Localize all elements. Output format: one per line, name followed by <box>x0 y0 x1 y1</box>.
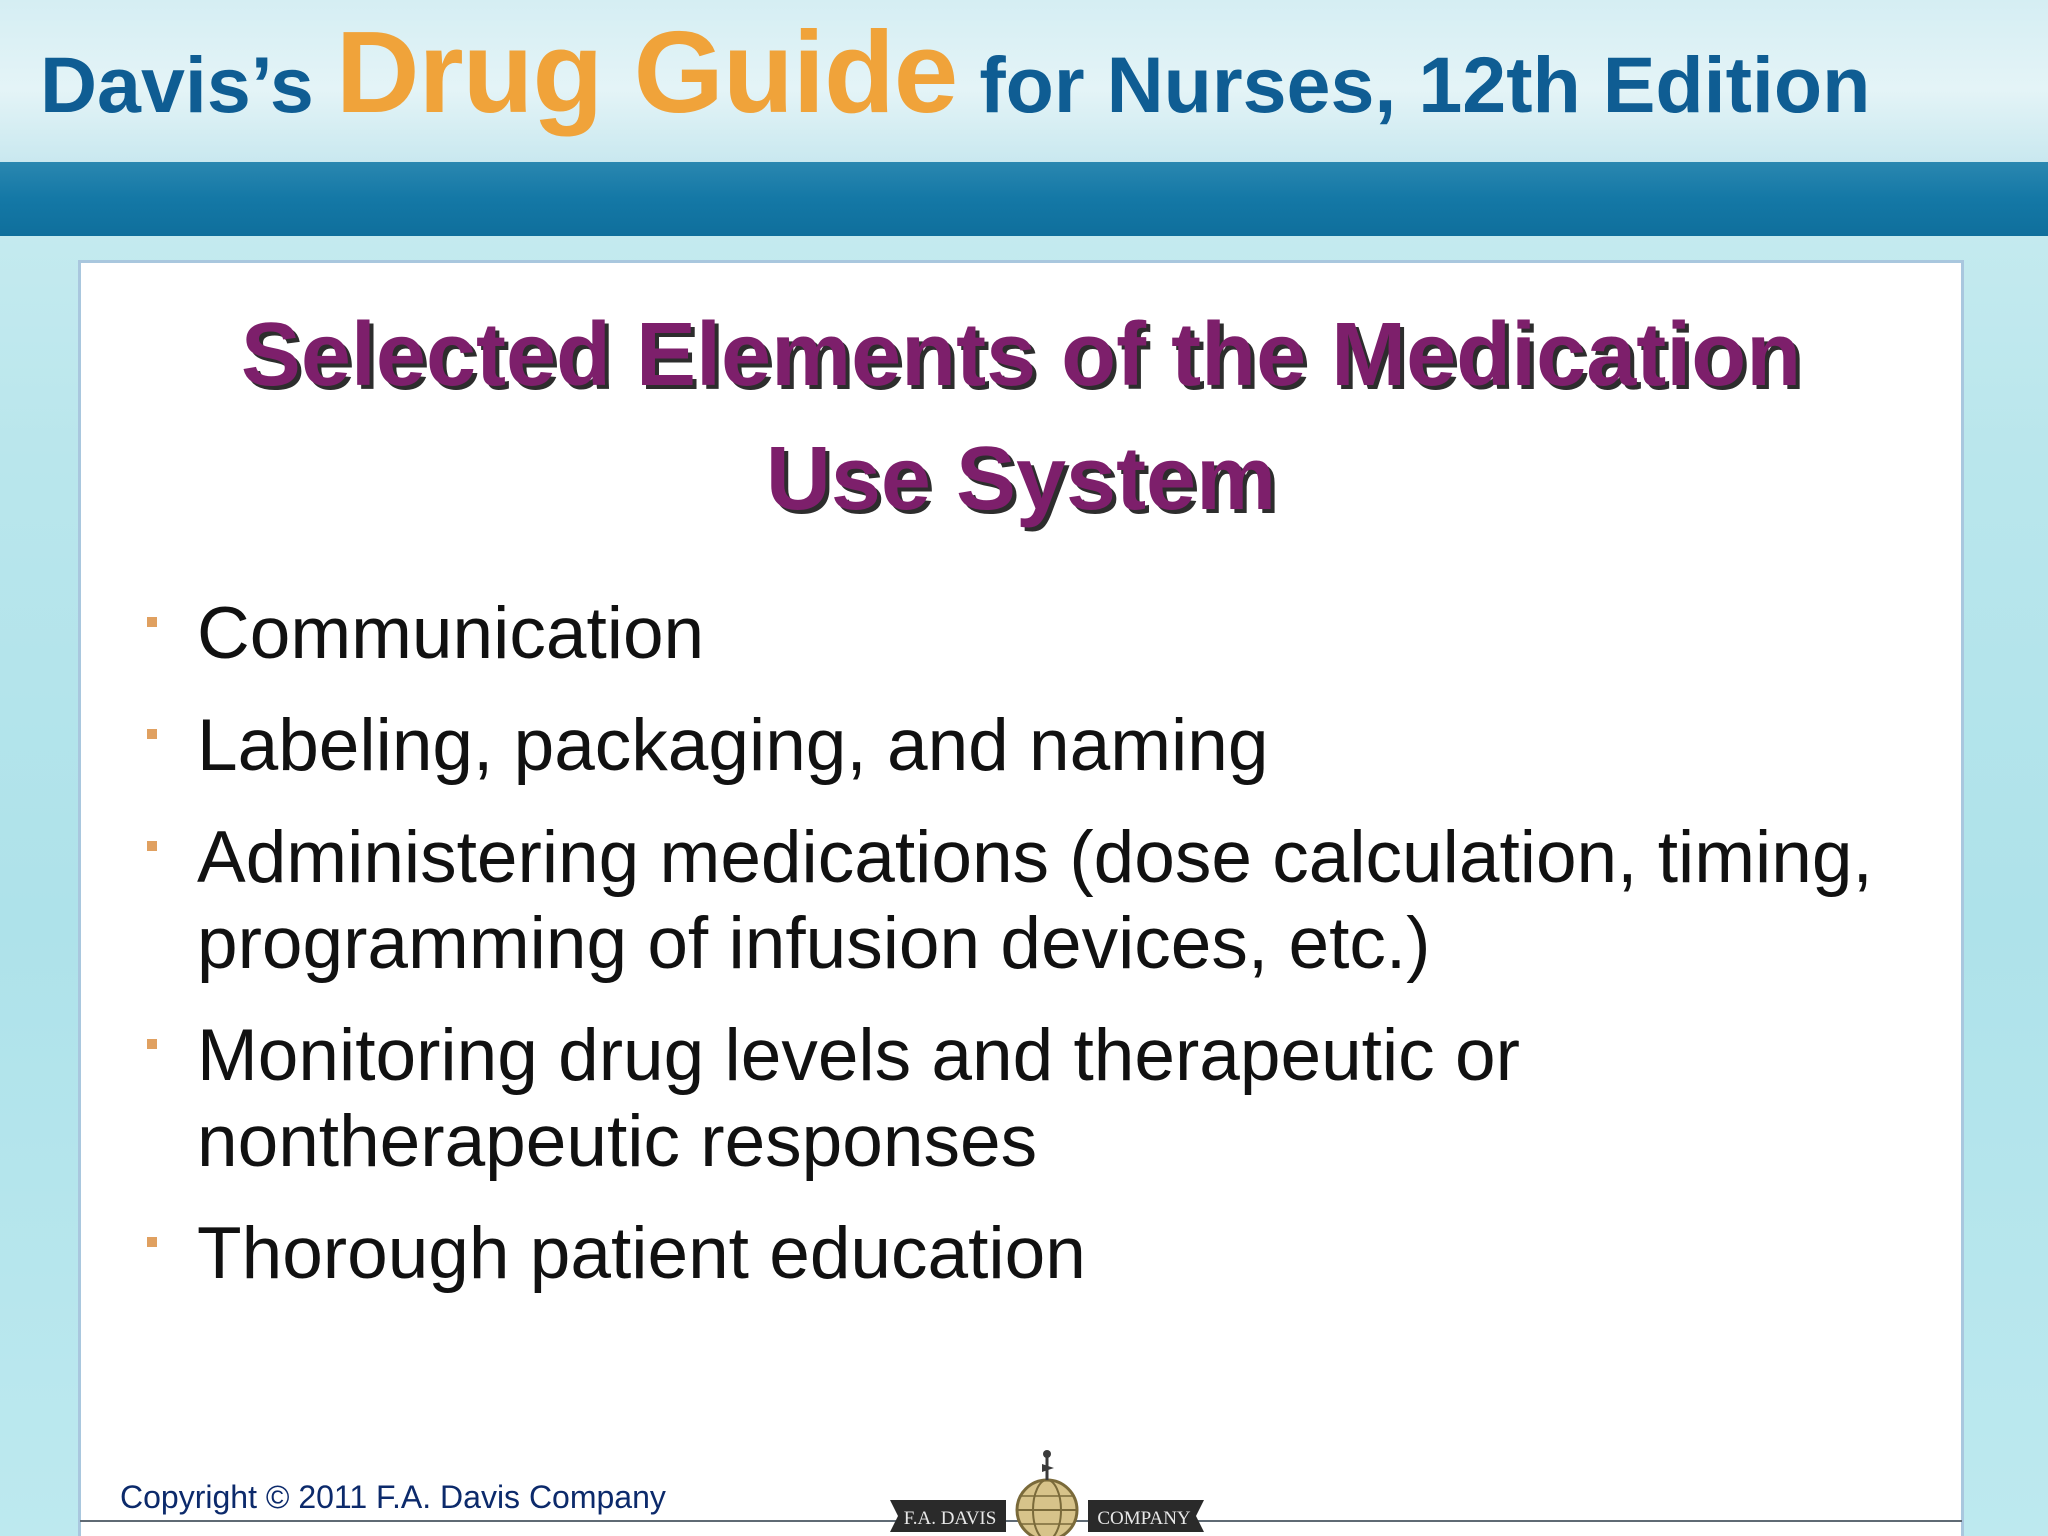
bullet-item <box>81 703 1961 789</box>
bullet-marker-icon <box>147 1237 157 1247</box>
bullet-item <box>81 815 1961 987</box>
bullet-text: Labeling, packaging, and naming <box>197 705 1269 786</box>
slide-title-line1: Selected Elements of the Medication <box>240 305 1802 405</box>
slide-header <box>0 0 2048 162</box>
bullet-marker-icon <box>147 729 157 739</box>
bullet-item <box>81 1211 1961 1297</box>
copyright-text: Copyright © 2011 F.A. Davis Company <box>120 1479 666 1515</box>
bullet-marker-icon <box>147 841 157 851</box>
bullet-item <box>81 1013 1961 1185</box>
fa-davis-logo-icon <box>884 1446 1210 1536</box>
bullet-text: Administering medications (dose calculation, timing, programming of infusion devices, etc.) <box>197 817 1873 984</box>
header-title-prefix: Davis’s <box>40 40 314 129</box>
header-band <box>0 162 2048 236</box>
header-title-highlight: Drug Guide <box>335 7 958 137</box>
bullet-list <box>81 591 1961 1323</box>
bullet-item <box>81 591 1961 677</box>
bullet-marker-icon <box>147 1039 157 1049</box>
bullet-marker-icon <box>147 617 157 627</box>
slide-title-line2: Use System <box>765 429 1277 529</box>
bullet-text: Communication <box>197 593 705 674</box>
header-title-suffix: for Nurses, 12th Edition <box>979 40 1871 129</box>
logo-right-text: COMPANY <box>1097 1508 1191 1529</box>
bullet-text: Monitoring drug levels and therapeutic or nontherapeutic responses <box>197 1015 1520 1182</box>
logo-left-text: F.A. DAVIS <box>903 1508 997 1529</box>
slide-content-panel <box>78 260 1964 1536</box>
header-title <box>40 7 1871 137</box>
bullet-text: Thorough patient education <box>197 1213 1086 1294</box>
slide-title <box>81 293 1961 541</box>
